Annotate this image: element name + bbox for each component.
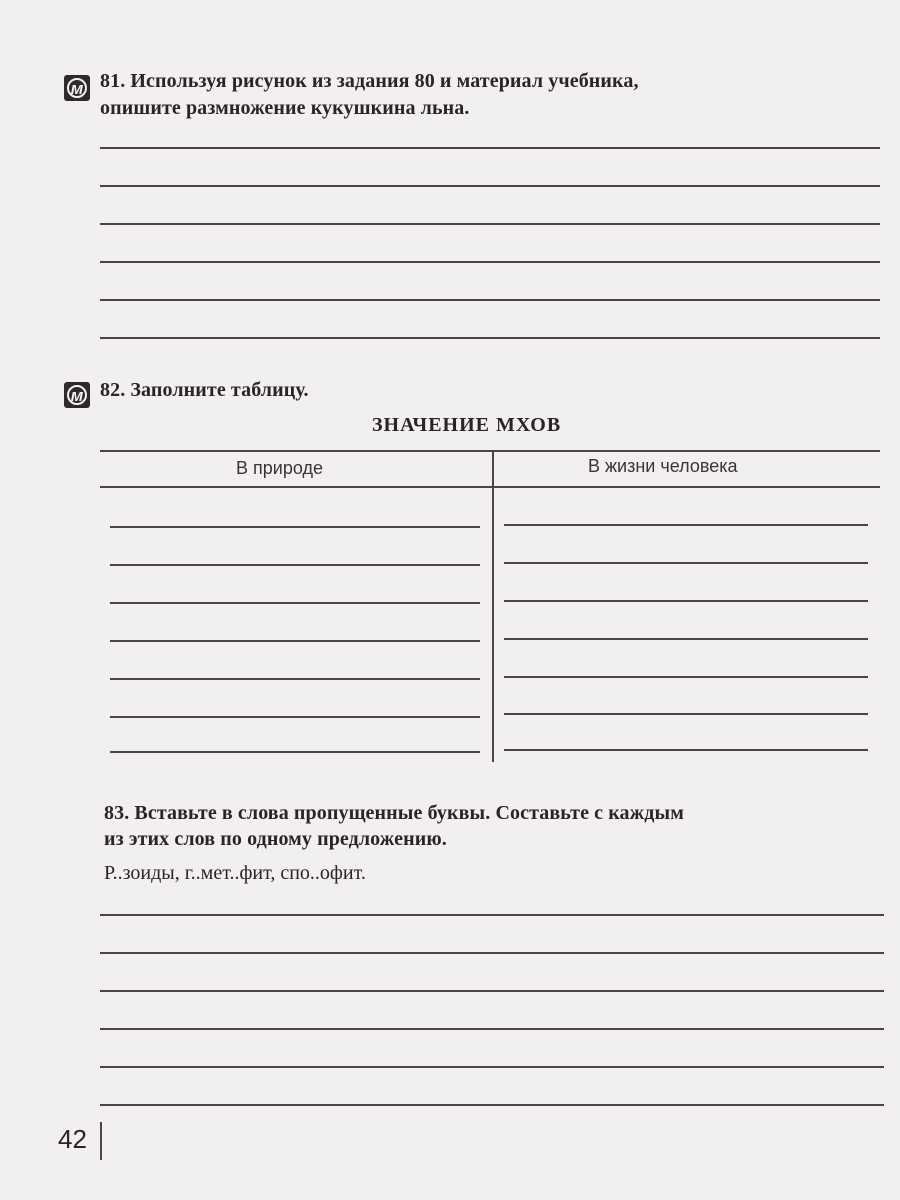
answer-line-81-6[interactable] [100,337,880,339]
answer-line-human-2[interactable] [504,562,868,564]
page-number-divider [100,1122,102,1160]
column-header-nature: В природе [236,458,323,478]
task-81-line-2: опишите размножение кукушкина льна. [100,97,470,119]
task-82-text: 82. Заполните таблицу. [100,379,309,401]
answer-line-81-4[interactable] [100,261,880,263]
task-83-line-1: 83. Вставьте в слова пропущенные буквы. Составьте с каждым [104,802,684,824]
column-header-human-life: В жизни человека [588,456,738,476]
answer-line-nature-7[interactable] [110,751,480,753]
table-column-divider [492,450,494,762]
answer-line-nature-4[interactable] [110,640,480,642]
answer-line-83-2[interactable] [100,952,884,954]
answer-line-human-7[interactable] [504,749,868,751]
answer-line-nature-1[interactable] [110,526,480,528]
task-83-words: Р..зоиды, г..мет..фит, спо..офит. [104,862,366,884]
answer-line-83-4[interactable] [100,1028,884,1030]
answer-line-81-3[interactable] [100,223,880,225]
task-81-line-1: 81. Используя рисунок из задания 80 и материал учебника, [100,70,639,92]
answer-line-nature-6[interactable] [110,716,480,718]
page-number: 42 [58,1124,87,1154]
answer-line-nature-3[interactable] [110,602,480,604]
table-title: ЗНАЧЕНИЕ МХОВ [372,414,562,436]
answer-line-human-4[interactable] [504,638,868,640]
table-top-border [100,450,880,452]
answer-line-83-1[interactable] [100,914,884,916]
answer-line-83-6[interactable] [100,1104,884,1106]
answer-line-nature-2[interactable] [110,564,480,566]
answer-line-83-5[interactable] [100,1066,884,1068]
answer-line-human-6[interactable] [504,713,868,715]
method-badge-icon: м [64,75,90,101]
answer-line-human-3[interactable] [504,600,868,602]
answer-line-human-1[interactable] [504,524,868,526]
table-header-border [100,486,880,488]
task-83-line-2: из этих слов по одному предложению. [104,828,447,850]
answer-line-human-5[interactable] [504,676,868,678]
answer-line-81-2[interactable] [100,185,880,187]
answer-line-81-1[interactable] [100,147,880,149]
method-badge-icon: м [64,382,90,408]
answer-line-81-5[interactable] [100,299,880,301]
answer-line-nature-5[interactable] [110,678,480,680]
answer-line-83-3[interactable] [100,990,884,992]
